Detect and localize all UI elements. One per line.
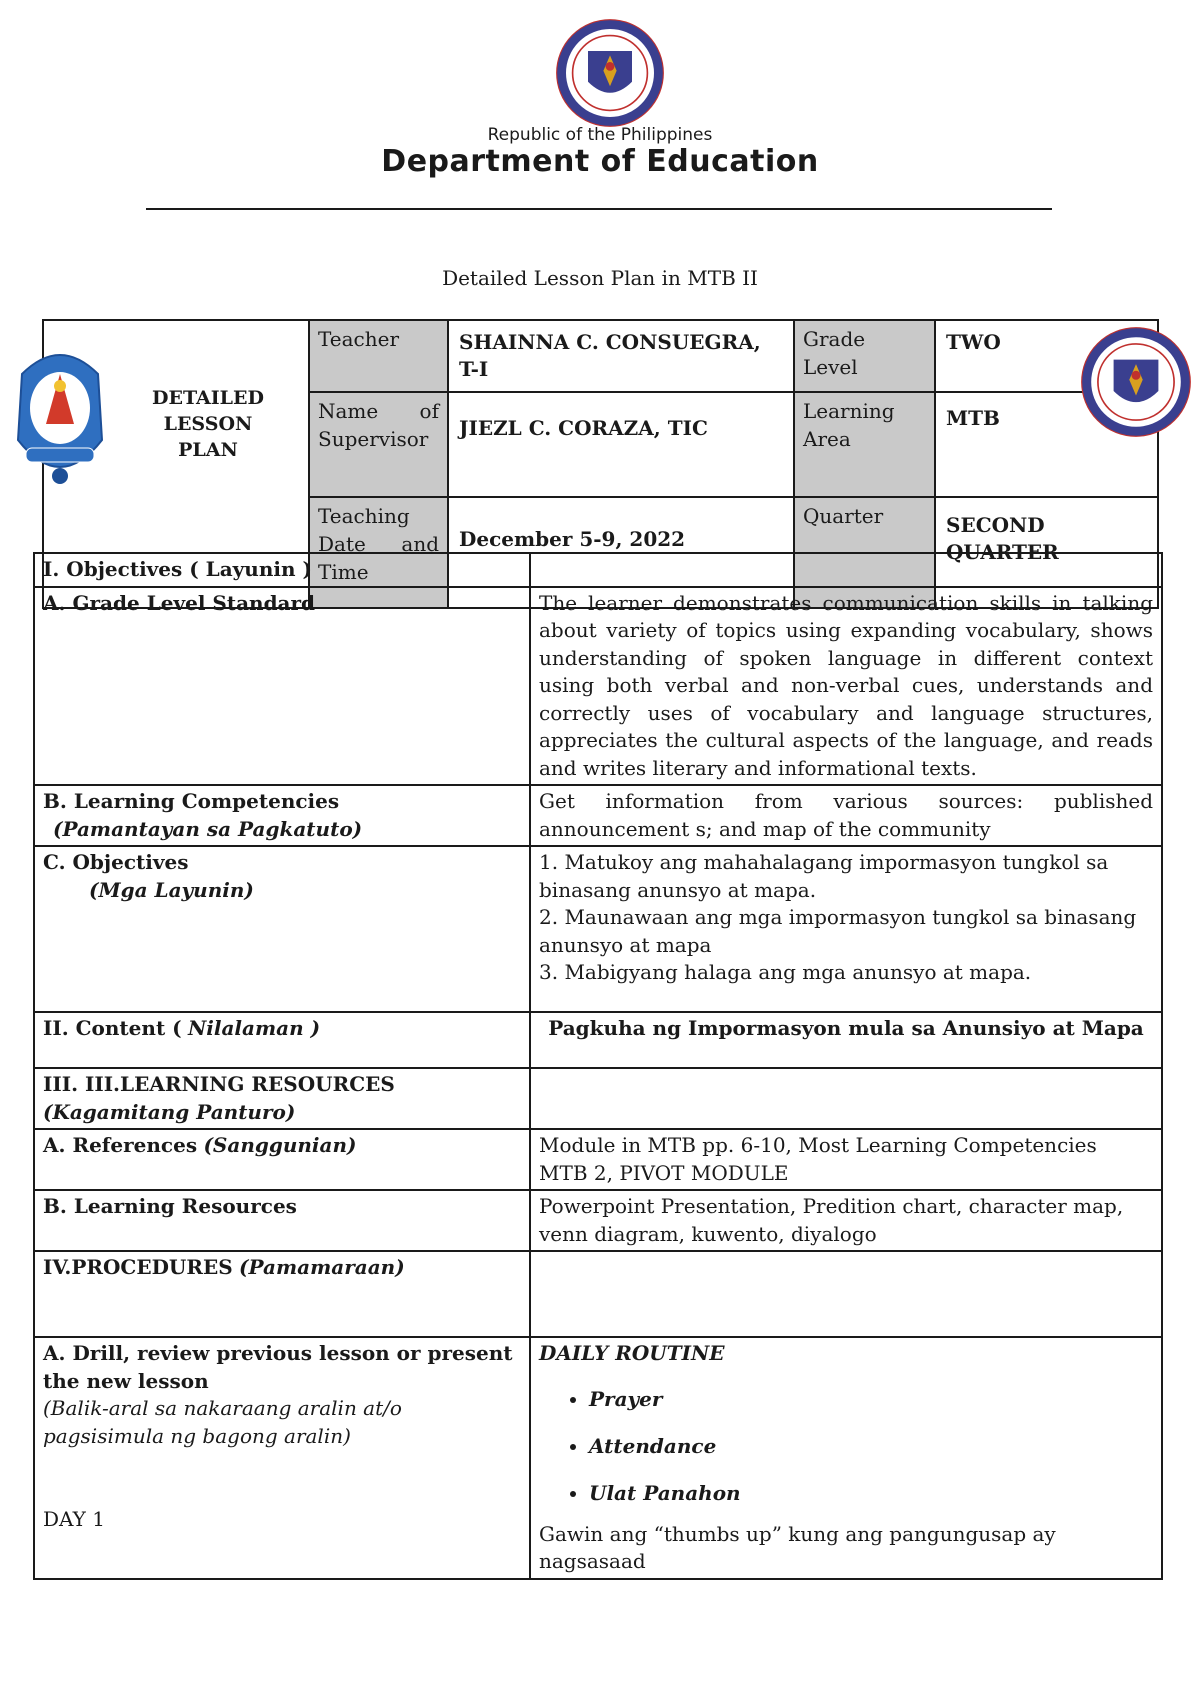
area-label-a: Learning [803,399,895,423]
ref-label-cell [34,1129,530,1190]
routine-title: DAILY ROUTINE [539,1341,725,1365]
date-label-c: and [401,532,439,556]
ref-text-1: Module in MTB pp. 6-10, Most Learning Competencies [539,1133,1097,1157]
ref-text-cell [530,1129,1162,1190]
gls-text: The learner demonstrates communication skills in talking about variety of topics using expanding vocabulary, shows understanding of spoken language in different context using both verbal and non-verbal cues, understands and correctly uses of vocabulary and language structures, appreciates the cultural aspects of the language, and reads and writes literary and informational texts. [530,587,1162,786]
dlp-line: DETAILED [151,387,264,409]
proc-value [530,1251,1162,1337]
grade-value: TWO [935,320,1158,392]
supervisor-label-a: Name [318,399,379,423]
content-label: II. Content ( [43,1016,182,1040]
day-label: DAY 1 [43,1507,105,1531]
deped-seal-top [555,18,665,128]
ref-text-2: MTB 2, PIVOT MODULE [539,1160,789,1185]
teacher-value: SHAINNA C. CONSUEGRA, T-I [448,320,794,392]
gls-label: A. Grade Level Standard [34,587,530,786]
ref-label: A. References [43,1133,198,1157]
routine-cell [530,1337,1162,1579]
department-title: Department of Education [381,144,819,179]
supervisor-value: JIEZL C. CORAZA, TIC [448,392,794,497]
plan-title: Detailed Lesson Plan in MTB II [442,266,758,290]
routine-item: • Attendance [589,1423,1153,1470]
lesson-plan-table [33,552,1163,1580]
area-label-cell [794,392,935,497]
date-label-a: Teaching [318,504,410,528]
header-divider [146,208,1052,210]
supervisor-label-c: Supervisor [318,427,429,451]
objectives-heading-value [530,553,1162,587]
date-label-b: Date [318,532,366,556]
dlp-line: LESSON [163,413,253,435]
quarter-value-a: SECOND [946,513,1045,537]
lc-text: Get information from various sources: published announcement s; and map of the community [530,785,1162,846]
grade-label: Grade Level [794,320,935,392]
objectives-heading: I. Objectives ( Layunin ) [34,553,530,587]
area-value: MTB [935,392,1158,497]
routine-note: Gawin ang “thumbs up” kung ang pangungusap ay nagsasaad [539,1521,1056,1573]
res-text: Powerpoint Presentation, Predition chart, character map, venn diagram, kuwento, diyalogo [530,1190,1162,1251]
ref-sub: (Sanggunian) [203,1133,357,1157]
content-sub: Nilalaman ) [187,1016,321,1040]
content-text: Pagkuha ng Impormasyon mula sa Anunsiyo at Mapa [530,1012,1162,1068]
drill-sub: (Balik-aral sa nakaraang aralin at/o pagsisimula ng bagong aralin) [43,1396,402,1448]
dlp-line: PLAN [178,439,238,461]
obj-list [530,846,1162,1012]
content-label-cell [34,1012,530,1068]
quarter-value-b: QUARTER [946,540,1059,564]
lr-heading-value [530,1068,1162,1129]
proc-label: IV.PROCEDURES [43,1255,233,1279]
obj-item: 1. Matukoy ang mahahalagang impormasyon tungkol sa binasang anunsyo at mapa. [539,850,1109,902]
date-label-d: Time [318,560,369,584]
obj-label: C. Objectives [43,850,189,874]
drill-label-cell [34,1337,530,1579]
date-value: December 5-9, 2022 [448,497,794,608]
obj-item: 2. Maunawaan ang mga impormasyon tungkol sa binasang anunsyo at mapa [539,905,1137,957]
lc-label-cell [34,785,530,846]
republic-label: Republic of the Philippines [487,125,713,145]
supervisor-label-b: of [419,399,439,423]
drill-label: A. Drill, review previous lesson or present the new lesson [43,1341,513,1393]
routine-list [539,1376,1153,1517]
obj-item: 3. Mabigyang halaga ang mga anunsyo at mapa. [539,960,1032,984]
teacher-label: Teacher [309,320,448,392]
proc-label-cell [34,1251,530,1337]
lc-label: B. Learning Competencies [43,789,340,813]
res-label: B. Learning Resources [34,1190,530,1251]
lr-heading: III. III.LEARNING RESOURCES [43,1072,395,1096]
routine-item: • Ulat Panahon [589,1470,1153,1517]
obj-label-cell [34,846,530,1012]
area-label-b: Area [803,427,851,451]
supervisor-label-cell [309,392,448,497]
obj-sub: (Mga Layunin) [89,877,254,902]
quarter-label: Quarter [794,497,935,608]
routine-item: • Prayer [589,1376,1153,1423]
deped-seal-right [1080,326,1192,438]
school-logo-icon [12,344,108,492]
lr-sub: (Kagamitang Panturo) [43,1099,296,1124]
lr-heading-cell [34,1068,530,1129]
proc-sub: (Pamamaraan) [239,1255,405,1279]
lc-sub: (Pamantayan sa Pagkatuto) [53,816,363,841]
